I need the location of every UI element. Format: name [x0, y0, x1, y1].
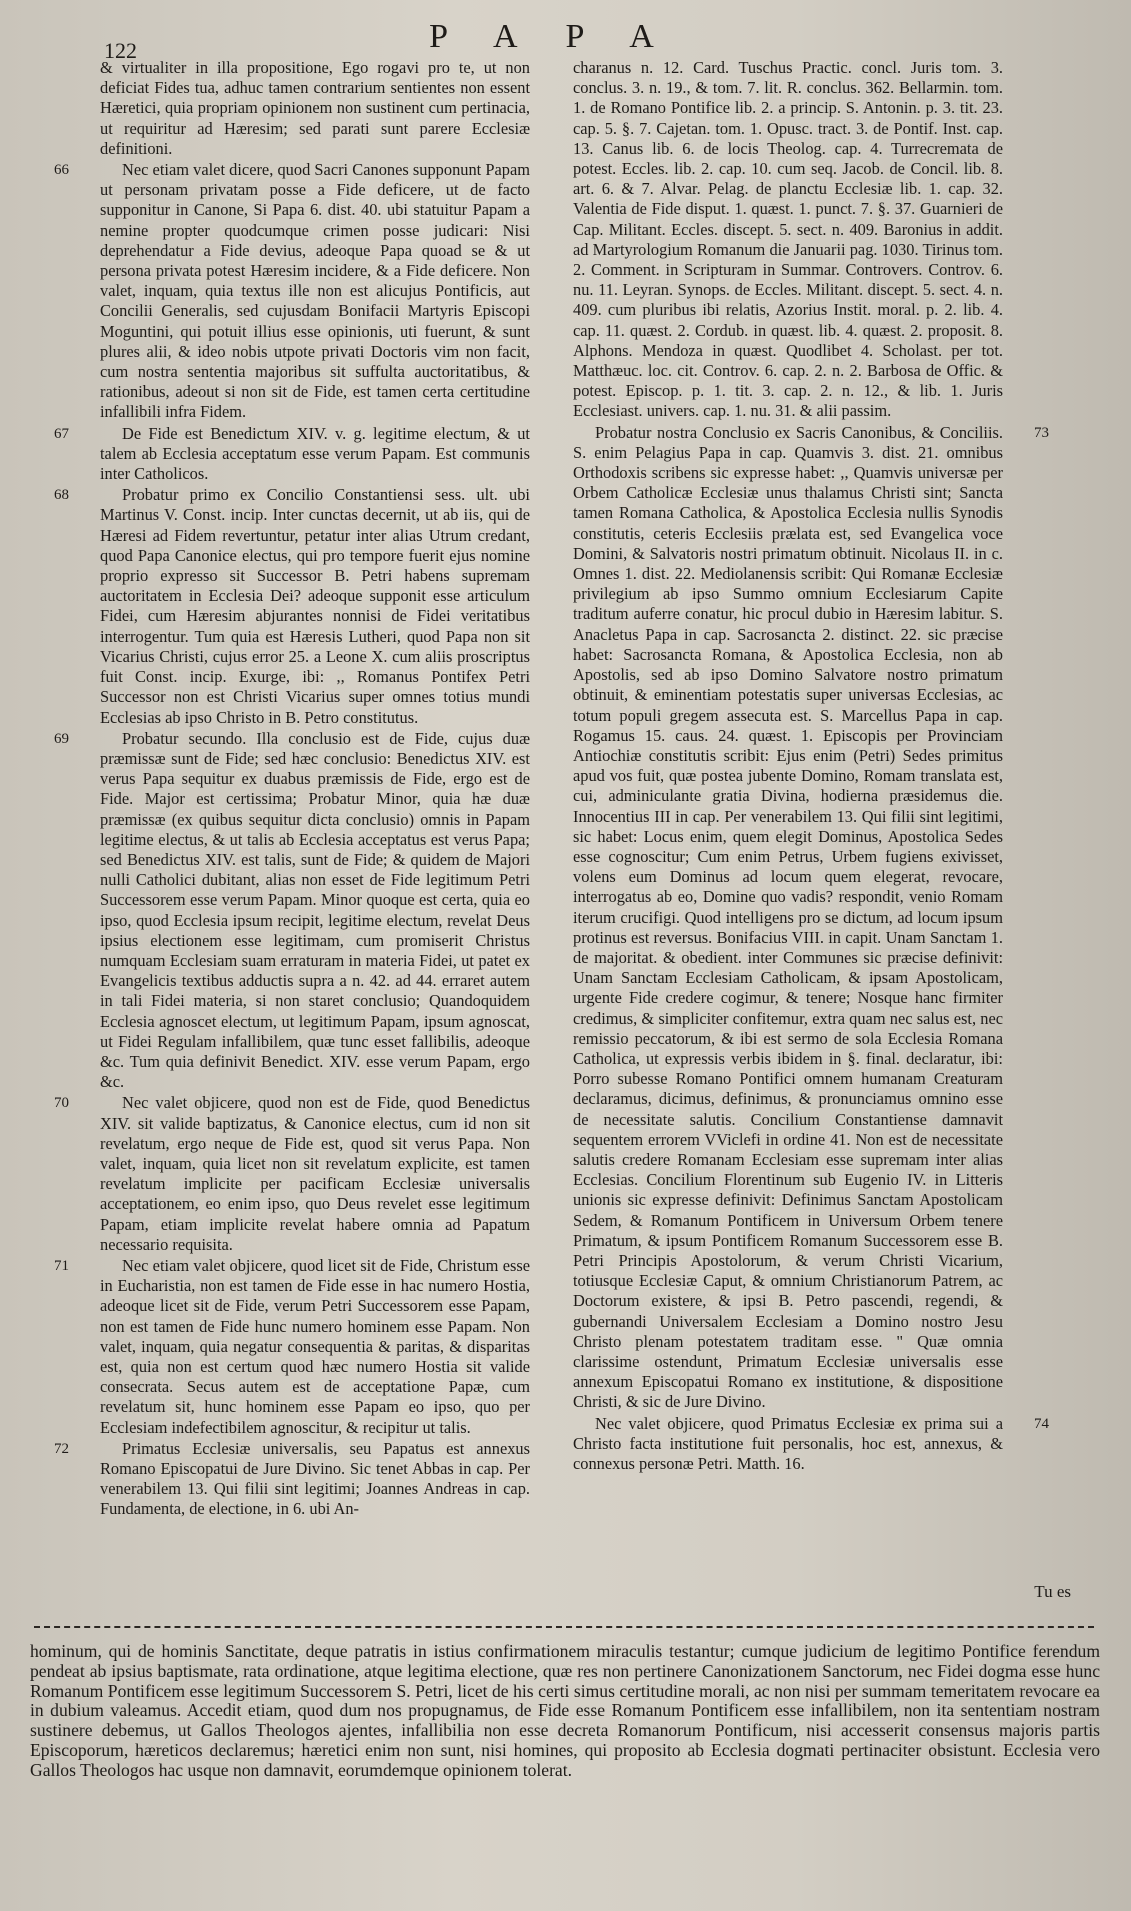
- paragraph: [54, 1438, 530, 1520]
- margin-number: 67: [54, 425, 69, 442]
- paragraph: [573, 422, 1049, 1413]
- footnote-text: hominum, qui de hominis Sanctitate, deque patratis in istius confirmationem miraculis testantur; cumque judicium de legitimo Pontifice ferendum pendeat ab ipsius baptismate, rata ordinatione, atque legitima electione, quæ res non pertinere Canonizationem Sanctorum, nec Fidei dogma esse hunc Romanum Pontificem esse legitimum Successorem S. Petri, licet de his certi simus certitudine morali, ac non nisi per summam temeritatem revocare ea in dubium valeamus. Accedit etiam, quod dum nos propugnamus, de Fide esse Romanum Pontificem esse infallibilem, non ita sententiam nostram sustinere debemus, ut Gallos Theologos ajentes, infallibilia non esse decreta Romanorum Pontificum, nisi accesserit consensus majoris partis Episcoporum, hæreticos declaremus; hæretici enim non sunt, nisi homines, qui proposito ab Ecclesia dogmati pertinaciter obsistunt. Ecclesia vero Gallos Theologos hac usque non damnavit, eorumdemque opinionem tolerat.: [30, 1641, 1100, 1780]
- footnote: [30, 1642, 1100, 1781]
- footnote-divider: [34, 1626, 1094, 1628]
- paragraph-text: charanus n. 12. Card. Tuschus Practic. concl. Juris tom. 3. conclus. 3. n. 19., & tom. 7. lit. R. conclus. 362. Bellarmin. tom. 1. de Romano Pontifice lib. 2. a princip. S. Antonin. p. 3. tit. 23. cap. 5. §. 7. Cajetan. tom. 1. Opusc. tract. 3. de Pontif. Inst. cap. 13. Canus lib. 6. de locis Theolog. cap. 4. Turrecremata de potest. Eccles. lib. 2. cap. 10. cum seq. Jacob. de Concil. lib. 8. art. 6. & 7. Alvar. Pelag. de planctu Ecclesiæ lib. 1. cap. 32. Valentia de Fide disput. 1. quæst. 1. punct. 7. §. 37. Guarnieri de Cap. Militant. Eccles. discept. 5. sect. n. 409. Baronius in addit. ad Martyrologium Romanum die Januarii pag. 1030. Tirinus tom. 2. Comment. in Scripturam in Summar. Controvers. Controv. 6. nu. 11. Leyran. Synops. de Eccles. Militant. discept. 5. sect. 4. n. 409. cum pluribus ibi relatis, Azorius Instit. moral. p. 2. lib. 4. cap. 11. quæst. 2. Cordub. in quæst. lib. 4. quæst. 2. proposit. 8. Alphons. Mendoza in quæst. Quodlibet 4. Scholast. per tot. Matthæuc. loc. cit. Controv. 6. cap. 2. n. 2. Barbosa de Offic. & potest. Episcop. p. 1. tit. 3. cap. 2. n. 12., & lib. 1. Juris Ecclesiast. univers. cap. 1. nu. 31. & alii passim.: [573, 58, 1003, 421]
- margin-number: 71: [54, 1257, 69, 1274]
- margin-number: 66: [54, 162, 69, 179]
- margin-number: 72: [54, 1440, 69, 1457]
- margin-number: 69: [54, 730, 69, 747]
- paragraph-text: & virtualiter in illa propositione, Ego rogavi pro te, ut non deficiat Fides tua, adhuc tamen contrarium sentientes non essent Hæretici, quia propriam opinionem non sustinent cum pertinacia, ut requiritur ad Hæresim; sed parati sunt parere Ecclesiæ definitioni.: [100, 58, 530, 158]
- paragraph: [54, 423, 530, 485]
- margin-number: 68: [54, 487, 69, 504]
- paragraph-text: Probatur primo ex Concilio Constantiensi sess. ult. ubi Martinus V. Const. incip. Inter cunctas decernit, ut ab iis, qui de Hæresi ad Fidem revertuntur, petatur inter alias Utrum credant, quod Papa Canonice electus, qui pro tempore fuerit ejus nomine proprio expresso sit Successor B. Petri habens supremam auctoritatem in Ecclesia Dei? adeoque supponit esse articulum Fidei, cum Hæresim abjurantes nonnisi de Fidei veritatibus interrogentur. Tum quia est Hæresis Lutheri, quod Papa non sit Vicarius Christi, cujus error 25. a Leone X. cum aliis proscriptus fuit Const. incip. Exurge, ibi: ,, Romanus Pontifex Petri Successor non est Christi Vicarius super omnes totius mundi Ecclesias ab ipso Christo in B. Petro constitutus.: [100, 485, 530, 727]
- paragraph-text: Nec etiam valet objicere, quod licet sit de Fide, Christum esse in Eucharistia, non est tamen de Fide esse in hac numero Hostia, adeoque licet sit de Fide, verum Petri Successorem esse Papam, non est tamen de Fide hunc numero hominem esse Papam. Non valet, inquam, quia negatur consequentia & paritas, & disparitas est, quia non est certum quod hæc numero Hostia sit valide consecrata. Secus autem est de acceptatione Papæ, cum revelatum sit, hunc hominem esse Papam eo ipso, quo per Ecclesiam indefectibilem agnoscitur, & recipitur ut talis.: [100, 1255, 530, 1437]
- paragraph-text: Primatus Ecclesiæ universalis, seu Papatus est annexus Romano Episcopatui de Jure Divino. Sic tenet Abbas in cap. Per venerabilem 13. Qui filii sint legitimi; Joannes Andreas in cap. Fundamenta, de electione, in 6. ubi An-: [100, 1438, 530, 1519]
- margin-number: 70: [54, 1095, 69, 1112]
- left-column: [54, 58, 530, 1521]
- paragraph: [54, 728, 530, 1093]
- paragraph-text: De Fide est Benedictum XIV. v. g. legitime electum, & ut talem ab Ecclesia acceptatum esse verum Papam. Est communis inter Catholicos.: [100, 423, 530, 484]
- page-number: 122: [104, 38, 137, 63]
- paragraph: [54, 1093, 530, 1255]
- paragraph: [573, 1413, 1049, 1475]
- paragraph: [54, 160, 530, 423]
- paragraph-text: Nec valet objicere, quod Primatus Ecclesiæ ex prima sui a Christo facta institutione fuit personalis, hoc est, annexus, & connexus personæ Petri. Matth. 16.: [573, 1413, 1003, 1474]
- running-head: PAPA: [429, 18, 702, 55]
- paragraph-text: Nec etiam valet dicere, quod Sacri Canones supponunt Papam ut personam privatam posse a Fide deficere, ut de facto supponitur in Canone, Si Papa 6. dist. 40. ubi statuitur Papam a nemine propter quodcumque crimen posse judicari: Nisi deprehendatur a Fide devius, adeoque Papa quoad se & ut persona privata potest Hæresim incidere, & a Fide deficere. Non valet, inquam, quia textus ille non est alicujus Pontificis, aut Concilii Generalis, sed cujusdam Bonifacii Martyris Episcopi Moguntini, qui potuit illius esse opinionis, uti fuerunt, & sunt plures alii, & ideo nobis utpote privati Doctoris vim non facit, cum nostra sententia majoribus sit suffulta auctoritatibus, & rationibus, adeout si non sit de Fide, est tamen certa certitudine infallibili infra Fidem.: [100, 160, 530, 422]
- paragraph-text: Probatur secundo. Illa conclusio est de Fide, cujus duæ præmissæ sunt de Fide; sed hæc conclusio: Benedictus XIV. est verus Papa sequitur ex duabus præmissis de Fide, ergo est de Fide. Major est certissima; Probatur Minor, quia hæ duæ præmissæ (ex quibus sequitur dicta conclusio) omnis in Papam legitime electus, & ut talis ab Ecclesia acceptatus est verus Papa; sed Benedictus XIV. est talis, sunt de Fide; & quidem de Majori nulli Catholici dubitant, alias non esset de Fide legitimum Petri Successorem esse verum Papam. Minor quoque est certa, quia eo ipso, quod Ecclesia ipsum recipit, legitime electum, revelat Deus ipsius electionem esse legitimam, cum promiserit Christus numquam Ecclesiam suam erraturam in materia Fidei, ut patet ex Evangelicis textibus adductis supra a n. 42. ad 44. erraret autem in tali Fidei materia, si non staret conclusio; Quandoquidem Ecclesia agnoscet electum, ut legitimum Papam, ipsum agnoscat, ut Fidei Regulam infallibilem, quæ tunc esset fallibilis, adeoque &c. Tum quia definivit Benedict. XIV. esse verum Papam, ergo &c.: [100, 728, 530, 1092]
- paragraph: [573, 58, 1003, 422]
- right-column: [573, 58, 1049, 1475]
- paragraph: [54, 485, 530, 727]
- paragraph: [54, 1255, 530, 1438]
- paragraph: [100, 58, 530, 159]
- catchword: Tu es: [1034, 1582, 1071, 1601]
- paragraph-text: Probatur nostra Conclusio ex Sacris Canonibus, & Conciliis. S. enim Pelagius Papa in cap. Quamvis 3. dist. 21. omnibus Orthodoxis scribens sic expresse habet: ,, Quamvis universæ per Orbem Catholicæ Ecclesiæ unus thalamus Christi sint; Sancta tamen Romana Catholica, & Apostolica Ecclesia nullis Synodis constitutis, ceteris Ecclesiis prælata est, sed Evangelica voce Domini, & Salvatoris nostri primatum obtinuit. Nicolaus II. in c. Omnes 1. dist. 22. Mediolanensis scribit: Qui Romanæ Ecclesiæ privilegium ab ipso Summo omnium Ecclesiarum Capite traditum auferre conatur, hic procul dubio in Hæresim labitur. S. Anacletus Papa in cap. Sacrosancta 2. distinct. 22. sic præcise habet: Sacrosancta Romana, & Apostolica Ecclesia, non ab Apostolis, sed ab ipso Domino Salvatore nostro primatum obtinuit, & eminentiam potestatis super universas Ecclesias, ac totum populi gregem assecuta est. S. Marcellus Papa in cap. Rogamus 15. caus. 24. quæst. 1. Episcopis per Provinciam Antiochiæ constitutis scribit: Ejus enim (Petri) Sedes primitus apud vos fuit, quæ postea jubente Domino, Romam translata est, cui, adminiculante gratia Divina, hodierna præsidemus die. Innocentius III in cap. Per venerabilem 13. Qui filii sint legitimi, sic habet: Locus enim, quem elegit Dominus, Apostolica Sedes esse cognoscitur; Cum enim Petrus, Urbem fugiens exivisset, volens eum Dominus ad locum quem elegerat, revocare, interrogatus ab eo, Domine quo vadis? respondit, venio Romam iterum crucifigi. Quod intelligens pro se dictum, ad locum ipsum protinus est reversus. Bonifacius VIII. in capit. Unam Sanctam 1. de majoritat. & obedient. inter Communes sic præcise definivit: Unam Sanctam Ecclesiam Catholicam, & ipsam Apostolicam, urgente Fide credere cogimur, & tenere; Nosque hanc firmiter credimus, & simpliciter confitemur, extra quam nec salus est, nec remissio peccatorum, & ibi est sermo de sola Ecclesia Romana Catholica, ut expressis verbis ibidem in §. final. declaratur, ibi: Porro subesse Romano Pontifici omnem humanam Creaturam declaramus, dicimus, definimus, & pronunciamus omnino esse de necessitate salutis. Concilium Constantiense damnavit sequentem errorem VViclefi in ordine 41. Non est de necessitate salutis credere Romanam Ecclesiam esse supremam inter alias Ecclesias. Concilium Florentinum sub Eugenio IV. in Litteris unionis sic expresse definivit: Definimus Sanctam Apostolicam Sedem, & Romanum Pontificem in Universum Orbem tenere Primatum, & ipsum Pontificem Romanum Successorem esse B. Petri Principis Apostolorum, & verum Christi Vicarium, totiusque Ecclesiæ Caput, & omnium Christianorum Patrem, ac Doctorum existere, & ipsi B. Petro pascendi, regendi, & gubernandi Universalem Ecclesiam a Domino nostro Jesu Christo plenam potestatem traditam esse. " Quæ omnia clarissime ostendunt, Primatum Ecclesiæ universalis esse annexum Episcopatui Romano ex institutione, & dispositione Christi, & sic de Jure Divino.: [573, 422, 1003, 1412]
- margin-number: 73: [1034, 424, 1049, 441]
- paragraph-text: Nec valet objicere, quod non est de Fide, quod Benedictus XIV. sit valide baptizatus, & Canonice electus, cum id non sit revelatum, ergo neque de Fide est, quod sit verus Papa. Non valet, inquam, quia licet non sit revelatum explicite, est tamen revelatum implicite per pacificam Ecclesiæ universalis acceptationem, eo enim ipso, quo Deus revelet esse legitimum Papam, etiam implicite revelat habere omnia ad Papatum necessario requisita.: [100, 1093, 530, 1254]
- margin-number: 74: [1034, 1415, 1049, 1432]
